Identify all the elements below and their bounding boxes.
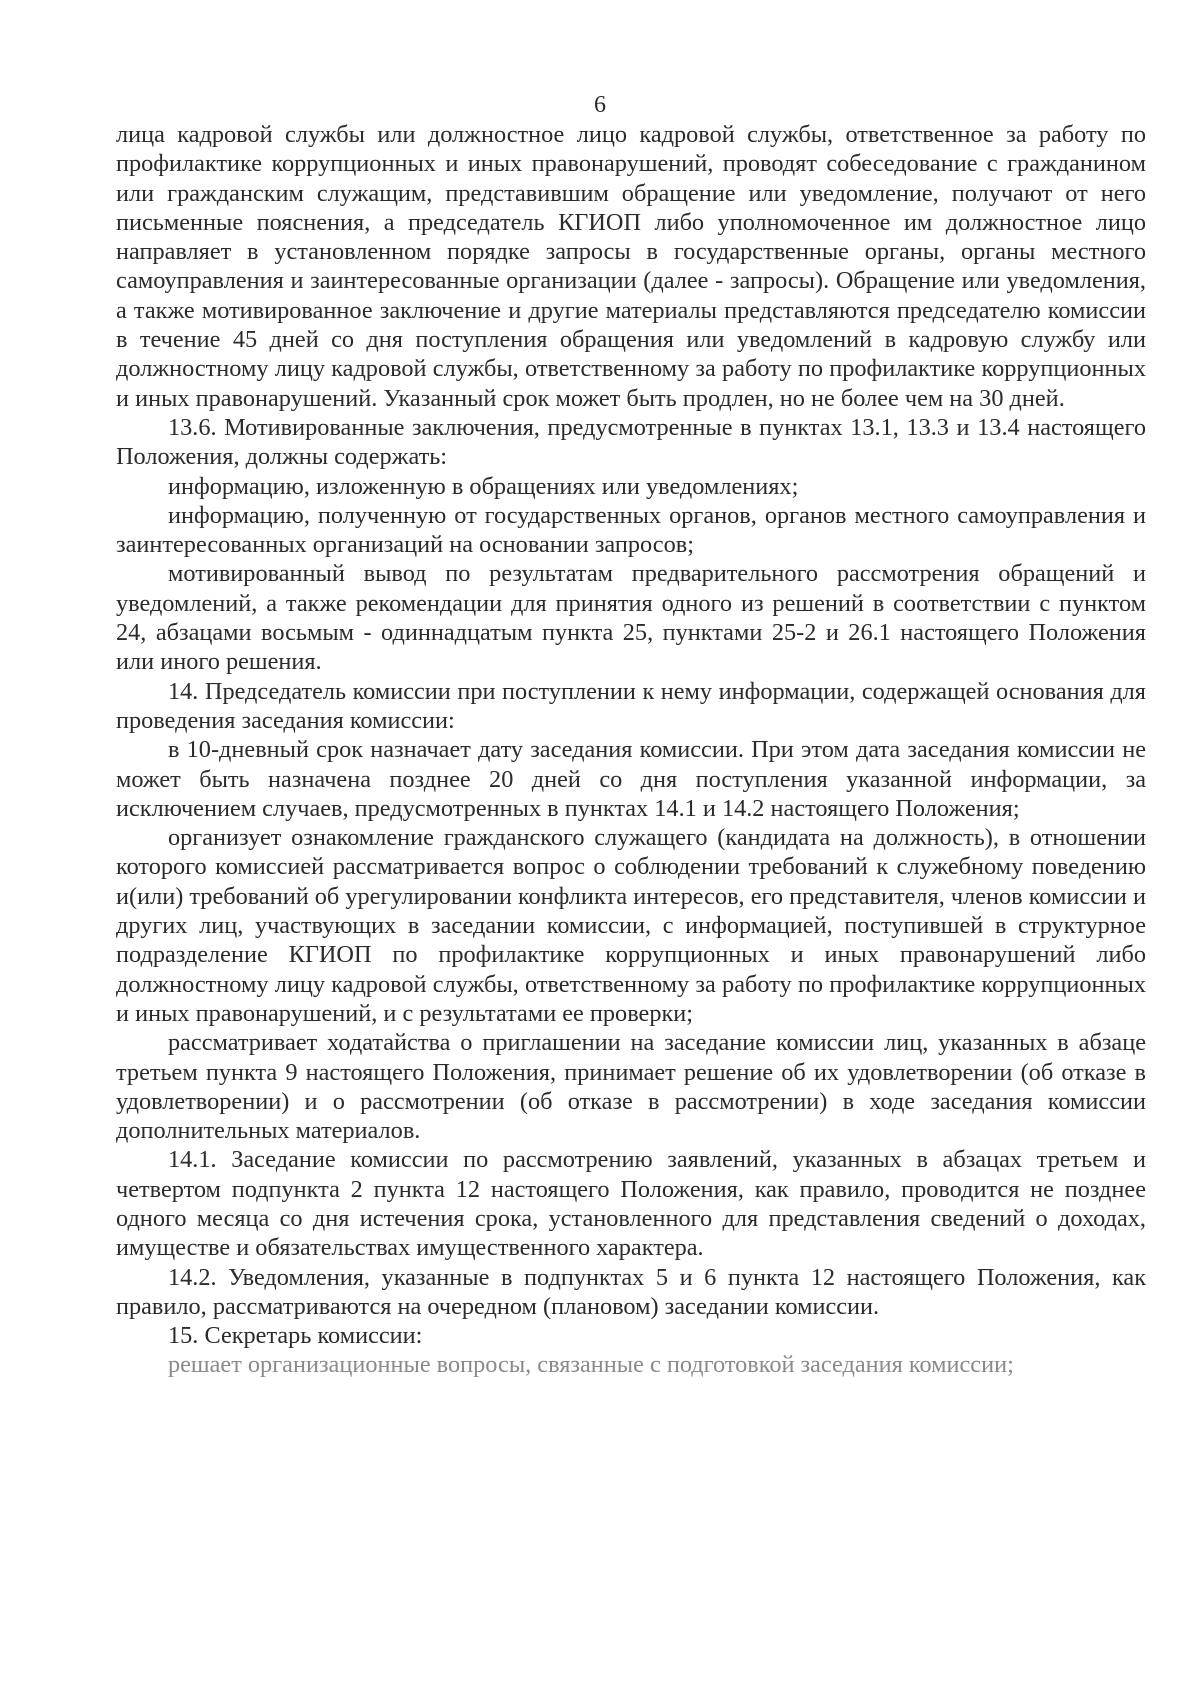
paragraph-item: информацию, изложенную в обращениях или уведомлениях; <box>168 472 799 500</box>
paragraph-item-faded: решает организационные вопросы, связанные с подготовкой заседания комиссии; <box>168 1351 1014 1379</box>
paragraph-14-1: 14.1. Заседание комиссии по рассмотрению заявлений, указанных в абзацах третьем и четвертом подпункта 2 пункта 12 настоящего Положения, как правило, проводится не позднее одного месяца со дня истечения срока, установленного для представления сведений о доходах, имуществе и обязательствах имущественного характера. <box>116 1146 1146 1262</box>
paragraph-15: 15. Секретарь комиссии: <box>168 1322 423 1350</box>
paragraph-14-2: 14.2. Уведомления, указанные в подпунктах 5 и 6 пункта 12 настоящего Положения, как правило, рассматриваются на очередном (плановом) заседании комиссии. <box>116 1263 1146 1320</box>
document-body <box>116 120 1146 1380</box>
paragraph-14: 14. Председатель комиссии при поступлении к нему информации, содержащей основания для проведения заседания комиссии: <box>116 677 1146 734</box>
paragraph-item: организует ознакомление гражданского служащего (кандидата на должность), в отношении которого комиссией рассматривается вопрос о соблюдении требований к служебному поведению и(или) требований об урегулировании конфликта интересов, его представителя, членов комиссии и других лиц, участвующих в заседании комиссии, с информацией, поступившей в структурное подразделение КГИОП по профилактике коррупционных и иных правонарушений либо должностному лицу кадровой службы, ответственному за работу по профилактике коррупционных и иных правонарушений, и с результатами ее проверки; <box>116 824 1146 1027</box>
paragraph-item: в 10-дневный срок назначает дату заседания комиссии. При этом дата заседания комиссии не может быть назначена позднее 20 дней со дня поступления указанной информации, за исключением случаев, предусмотренных в пунктах 14.1 и 14.2 настоящего Положения; <box>116 736 1146 822</box>
page-number: 6 <box>594 92 606 118</box>
paragraph-item: мотивированный вывод по результатам предварительного рассмотрения обращений и уведомлений, а также рекомендации для принятия одного из решений в соответствии с пунктом 24, абзацами восьмым - одиннадцатым пункта 25, пунктами 25-2 и 26.1 настоящего Положения или иного решения. <box>116 560 1146 676</box>
paragraph-item: информацию, полученную от государственных органов, органов местного самоуправления и заинтересованных организаций на основании запросов; <box>116 501 1146 559</box>
paragraph-13-6: 13.6. Мотивированные заключения, предусмотренные в пунктах 13.1, 13.3 и 13.4 настоящего Положения, должны содержать: <box>116 413 1146 471</box>
paragraph-item: рассматривает ходатайства о приглашении на заседание комиссии лиц, указанных в абзаце третьем пункта 9 настоящего Положения, принимает решение об их удовлетворении (об отказе в удовлетворении) и о рассмотрении (об отказе в рассмотрении) в ходе заседания комиссии дополнительных материалов. <box>116 1029 1146 1145</box>
paragraph-continuation: лица кадровой службы или должностное лицо кадровой службы, ответственное за работу по профилактике коррупционных и иных правонарушений, проводят собеседование с гражданином или гражданским служащим, представившим обращение или уведомление, получают от него письменные пояснения, а председатель КГИОП либо уполномоченное им должностное лицо направляет в установленном порядке запросы в государственные органы, органы местного самоуправления и заинтересованные организации (далее - запросы). Обращение или уведомления, а также мотивированное заключение и другие материалы представляются председателю комиссии в течение 45 дней со дня поступления обращения или уведомлений в кадровую службу или должностному лицу кадровой службы, ответственному за работу по профилактике коррупционных и иных правонарушений. Указанный срок может быть продлен, но не более чем на 30 дней. <box>116 121 1146 412</box>
